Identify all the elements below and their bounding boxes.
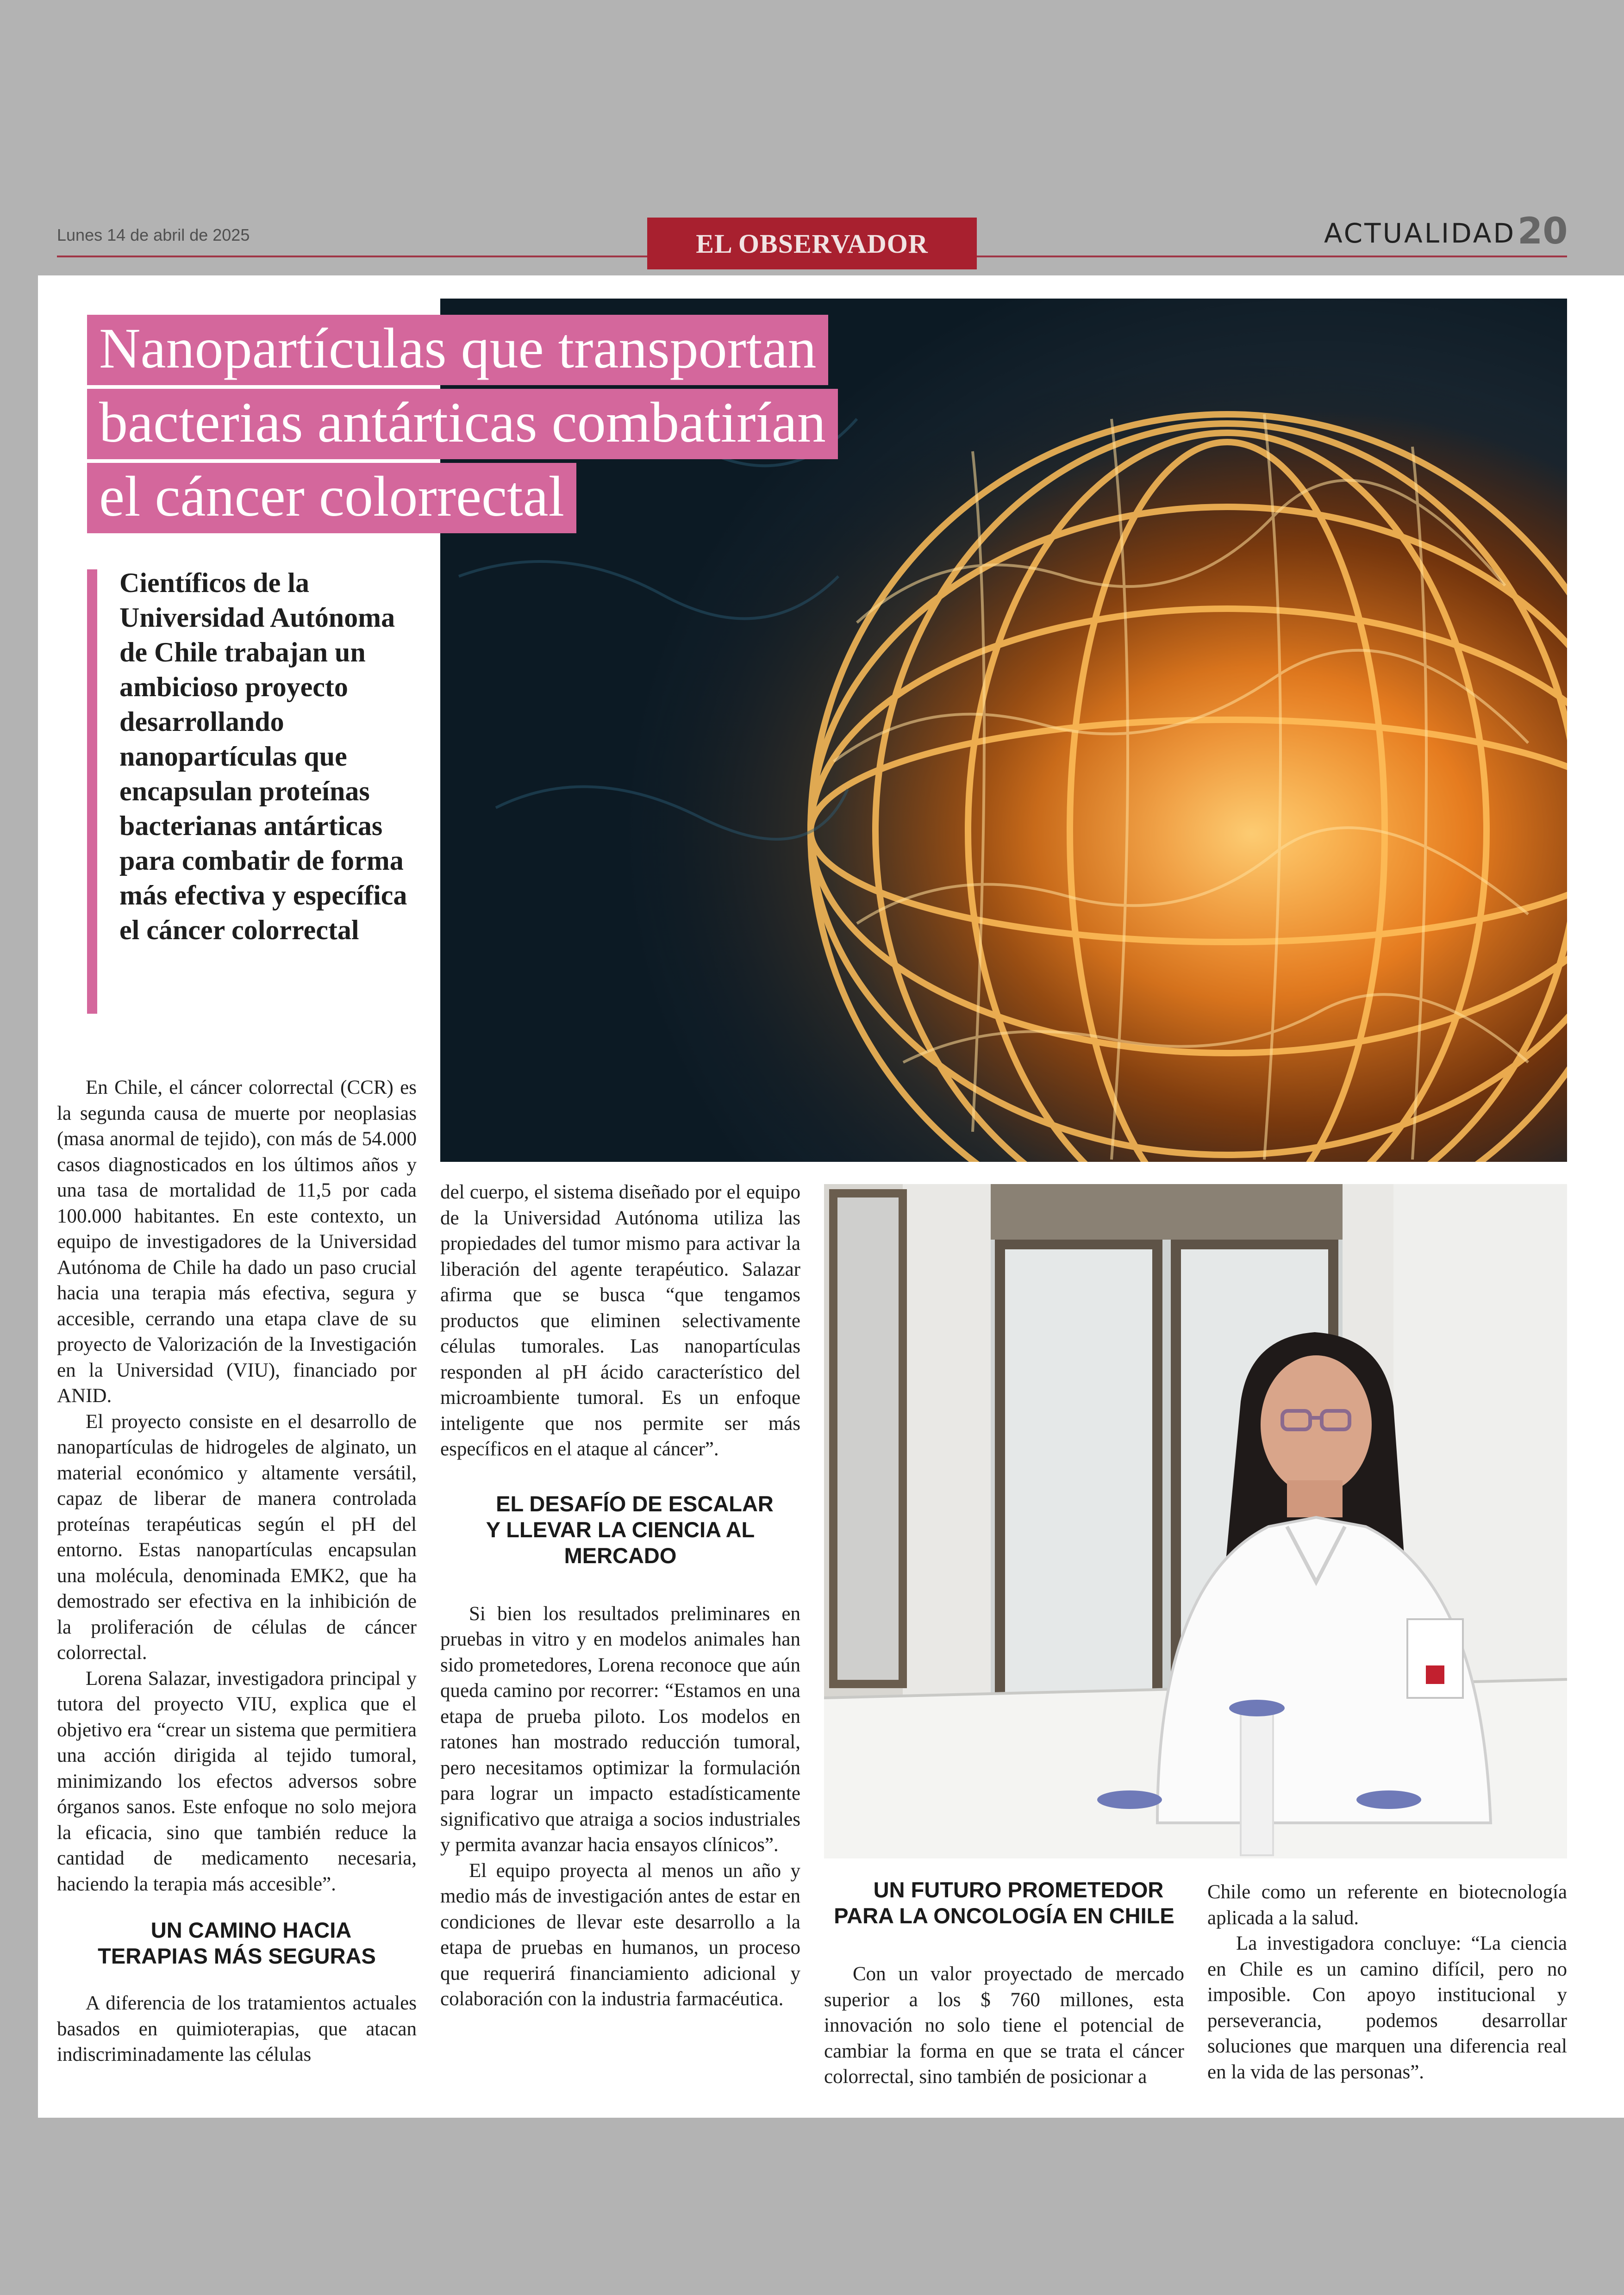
column-3 <box>824 1877 1184 2090</box>
paragraph: El proyecto consiste en el desarrollo de nanopartículas de hidrogeles de alginato, un material económico y altamente versátil, capaz de liberar de manera controlada proteínas terapéuticas según el pH del entorno. Estas nanopartículas encapsulan una molécula, denominada EMK2, que ha demostrado ser efectiva en la inhibición de la proliferación de células de cáncer colorrectal. <box>57 1410 417 1664</box>
paragraph: Con un valor proyectado de mercado superior a los $ 760 millones, esta innovación no solo tiene el potencial de cambiar la forma en que se trata el cáncer colorrectal, sino también de posicionar a <box>824 1963 1184 2088</box>
headline-line: bacterias antárticas combatirían <box>87 389 838 459</box>
page-number: 20 <box>1518 211 1568 252</box>
lab-scene-illustration <box>824 1184 1567 1858</box>
subhead-futuro: UN FUTURO PROMETEDOR PARA LA ONCOLOGÍA EN CHILE <box>834 1877 1174 1928</box>
subhead-camino: UN CAMINO HACIA TERAPIAS MÁS SEGURAS <box>98 1918 376 1968</box>
page-header <box>0 0 1624 275</box>
headline-line: Nanopartículas que transportan <box>87 315 828 385</box>
article-headline <box>87 315 838 537</box>
paragraph: En Chile, el cáncer colorrectal (CCR) es la segunda causa de muerte por neoplasias (masa anormal de tejido), con más de 54.000 casos diagnosticados en los últimos años y una tasa de mortalidad de 11,5 por cada 100.000 habitantes. En este contexto, un equipo de investigadores de la Universidad Autónoma de Chile ha dado un paso crucial hacia una terapia más efectiva, segura y accesible, cerrando una etapa clave de su proyecto de Valorización de la Investigación en la Universidad (VIU), financiado por ANID. <box>57 1077 417 1407</box>
paragraph: La investigadora concluye: “La ciencia en Chile es un camino difícil, pero no imposible. Con apoyo institucional y perseverancia, podemos desarrollar soluciones que marquen una diferencia real en la vida de las personas”. <box>1207 1933 1567 2083</box>
headline-line: el cáncer colorrectal <box>87 463 576 533</box>
article-lead: Científicos de la Universidad Autónoma de Chile trabajan un ambicioso proyecto desarrollando nanopartículas que encapsulan proteínas bacterianas antárticas para combatir de forma más efectiva y específica el cáncer colorrectal <box>119 568 407 945</box>
paragraph: A diferencia de los tratamientos actuales basados en quimioterapias, que atacan indiscriminadamente las células <box>57 1992 417 2065</box>
subhead-desafio: EL DESAFÍO DE ESCALAR Y LLEVAR LA CIENCIA AL MERCADO <box>486 1491 774 1568</box>
researcher-photo <box>824 1184 1567 1858</box>
column-1 <box>57 1075 417 2068</box>
masthead-logo: EL OBSERVADOR <box>647 218 977 269</box>
paragraph: El equipo proyecta al menos un año y medio más de investigación antes de estar en condiciones de llevar este desarrollo a la etapa de pruebas en humanos, un proceso que requerirá financiamiento adicional y colaboración con la industria farmacéutica. <box>440 1859 800 2010</box>
paragraph: Lorena Salazar, investigadora principal y tutora del proyecto VIU, explica que el objetivo era “crear un sistema que permitiera una acción dirigida al tejido tumoral, minimizando los efectos adversos sobre órganos sanos. Este enfoque no solo mejora la eficacia, sino que también reduce la cantidad de medicamento necesaria, haciendo la terapia más accesible”. <box>57 1667 417 1895</box>
lead-accent-bar <box>87 569 97 1014</box>
column-4 <box>1207 1879 1567 2085</box>
paragraph: Si bien los resultados preliminares en pruebas in vitro y en modelos animales han sido prometedores, Lorena reconoce que aún queda camino por recorrer: “Estamos en una etapa de prueba piloto. Los modelos en ratones han mostrado reducción tumoral, pero necesitamos optimizar la formulación para lograr un impacto estadísticamente significativo que atraiga a socios industriales y permita avanzar hacia ensayos clínicos”. <box>440 1603 800 1856</box>
section-name: ACTUALIDAD <box>1324 218 1516 249</box>
issue-date: Lunes 14 de abril de 2025 <box>57 225 250 244</box>
paragraph: Chile como un referente en biotecnología aplicada a la salud. <box>1207 1881 1567 1929</box>
column-2 <box>440 1179 800 2012</box>
paragraph: del cuerpo, el sistema diseñado por el equipo de la Universidad Autónoma utiliza las propiedades del tumor mismo para activar la liberación del agente terapéutico. Salazar afirma que se busca “que tengamos productos que eliminen selectivamente células tumorales. Las nanopartículas responden al pH ácido característico del microambiente tumoral. Es un enfoque inteligente que nos permite ser más específicos en el ataque al cáncer”. <box>440 1181 800 1460</box>
